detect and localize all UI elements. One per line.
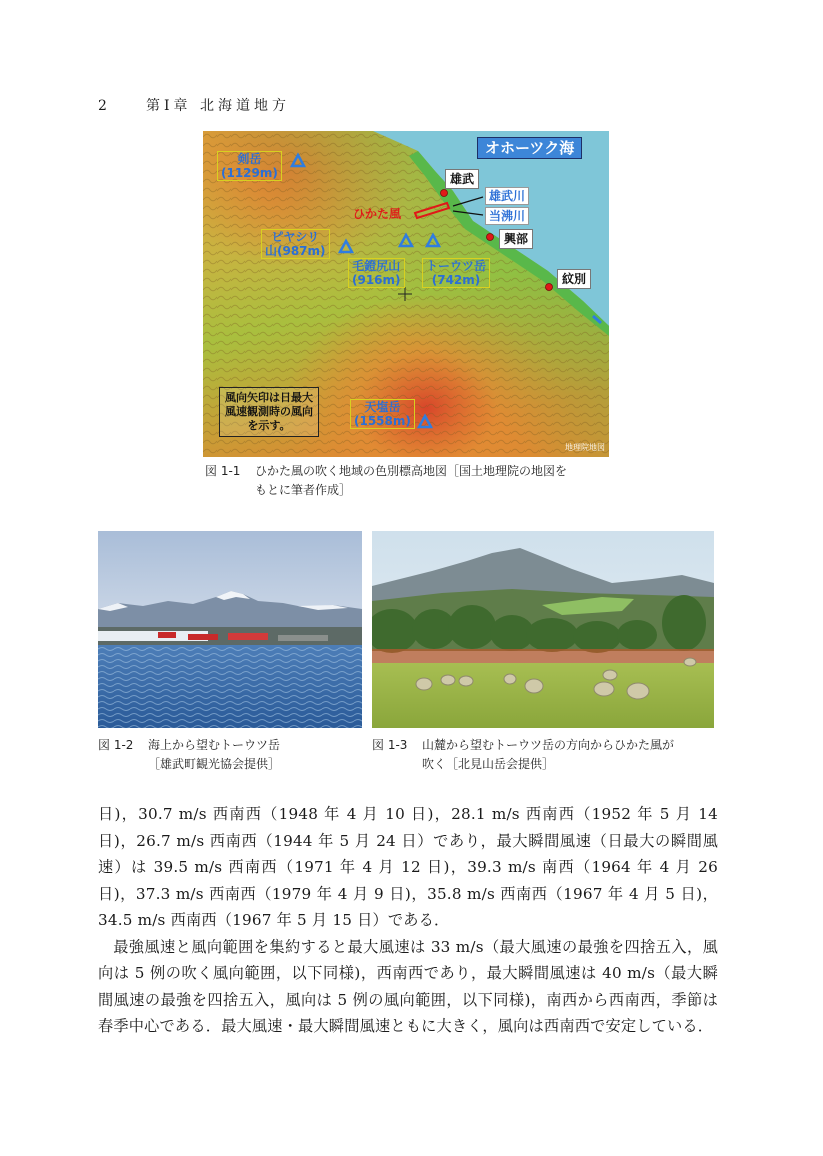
town-dot-okoppe <box>487 234 494 241</box>
figure1-caption-text-2: もとに筆者作成］ <box>255 483 352 497</box>
figure2-caption <box>98 736 368 774</box>
figure2-caption-number: 図 1-2 <box>98 738 134 752</box>
chapter-title: 第Ⅰ章 北海道地方 <box>146 98 290 114</box>
figure3-caption <box>372 736 717 774</box>
peak-label-tenen: 天塩岳 (1558m) <box>350 399 415 429</box>
figure1-caption-number: 図 1-1 <box>205 464 241 478</box>
page-number: 2 <box>98 98 108 114</box>
body-text <box>98 801 718 1040</box>
figure2-caption-text-2: ［雄武町観光協会提供］ <box>148 757 281 771</box>
sea-photo <box>98 531 362 728</box>
wind-label: ひかた風 <box>353 207 402 221</box>
river-label-toufutsu: 当沸川 <box>485 207 529 225</box>
peak-label-kebori: 毛鐙尻山 (916m) <box>348 258 405 288</box>
river-label-omu: 雄武川 <box>485 187 529 205</box>
town-dot-monbetsu <box>546 284 553 291</box>
peak-label-piyashiri: ピヤシリ 山(987m) <box>261 229 330 259</box>
field-photo <box>372 531 714 728</box>
relief-map <box>203 131 609 457</box>
figure1-caption-text: ひかた風の吹く地域の色別標高地図［国土地理院の地図を <box>255 464 568 478</box>
place-label-okoppe: 興部 <box>499 229 533 249</box>
paragraph: 日)，30.7 m/s 西南西（1948 年 4 月 10 日)，28.1 m/s 西南西（1952 年 5 月 14 日)，26.7 m/s 西南西（1944 年 5 月 24 日）であり，最大瞬間風速（日最大の瞬間風速）は 39.5 m/s 西南西（1971 年 4 月 12 日)，39.3 m/s 南西（1964 年 4 月 26 日)，37.3 m/s 西南西（1979 年 4 月 9 日)，35.8 m/s 西南西（1967 年 4 月 5 日)，34.5 m/s 西南西（1967 年 5 月 15 日）である． <box>98 805 718 929</box>
town-dot-omu <box>441 190 448 197</box>
figure3-caption-text-2: 吹く［北見山岳会提供］ <box>422 757 555 771</box>
peak-label-toutsu: トーウツ岳 (742m) <box>422 258 490 288</box>
figure3-caption-text: 山麓から望むトーウツ岳の方向からひかた風が <box>422 738 675 752</box>
place-label-monbetsu: 紋別 <box>557 269 591 289</box>
map-note: 風向矢印は日最大 風速観測時の風向 を示す。 <box>219 387 319 437</box>
figure1-caption <box>205 462 615 500</box>
place-label-omu: 雄武 <box>445 169 479 189</box>
paragraph: 最強風速と風向範囲を集約すると最大風速は 33 m/s（最大風速の最強を四捨五入，風向は 5 例の吹く風向範囲，以下同様)，西南西であり，最大瞬間風速は 40 m/s（最大瞬間風速の最強を四捨五入，風向は 5 例の風向範囲，以下同様)，南西から西南西，季節は春季中心である．最大風速・最大瞬間風速ともに大きく，風向は西南西で安定している． <box>98 937 718 1035</box>
sea-label: オホーツク海 <box>477 137 582 159</box>
peak-label-kenga: 剣岳 (1129m) <box>217 151 282 181</box>
figure2-caption-text: 海上から望むトーウツ岳 <box>148 738 281 752</box>
map-credit: 地理院地図 <box>565 443 605 452</box>
figure3-caption-number: 図 1-3 <box>372 738 408 752</box>
running-head <box>98 95 290 115</box>
